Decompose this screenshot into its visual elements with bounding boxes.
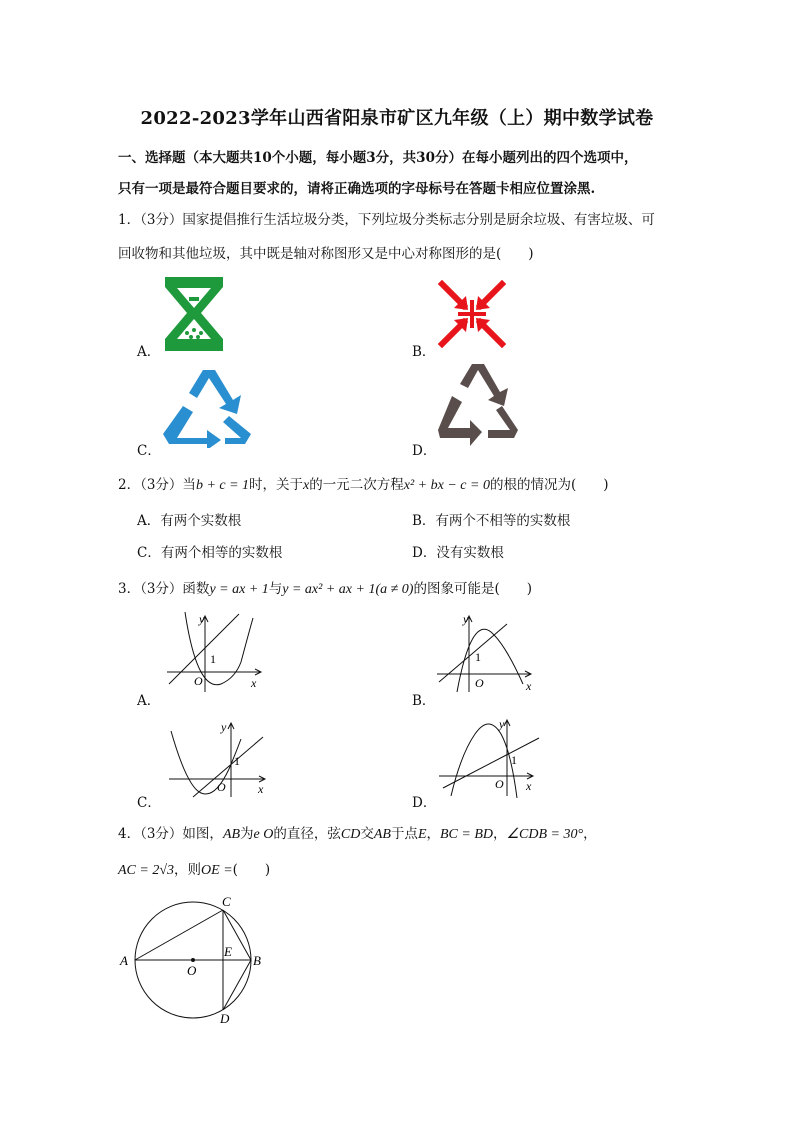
q1-option-a-label: A． [137, 344, 161, 360]
q4-oe: OE = [201, 863, 233, 878]
q4-prefix: 4．（3分）如图， [118, 826, 223, 842]
q4-angle: ∠CDB = 30° [506, 827, 584, 842]
q4-ab: AB [222, 827, 241, 842]
q3-c-origin-label: O [217, 780, 226, 794]
q4-t4: 于点 [390, 826, 418, 842]
q4-t7: ， [583, 826, 597, 842]
q2-equation: x² + bx − c = 0 [403, 478, 490, 493]
point-d-label: D [220, 1011, 230, 1026]
point-b-label: B [253, 953, 261, 968]
q3-prefix: 3．（3分）函数 [118, 581, 210, 597]
q4-t9: ( ) [232, 862, 271, 878]
q4-t5: ， [426, 826, 440, 842]
q3-question [118, 577, 532, 598]
q3-graph-d [435, 714, 545, 798]
hazardous-waste-icon [438, 280, 506, 348]
q3-option-c-label: C． [137, 795, 161, 811]
q3-b-one-label: 1 [475, 650, 481, 664]
q1-option-c-label: C． [137, 443, 161, 459]
q4-question-line1 [118, 822, 597, 843]
q4-e: E [417, 827, 427, 842]
q3-b-x-label: x [526, 679, 532, 693]
q2-mid1: 时，关于 [249, 477, 304, 493]
q3-a-origin-label: O [194, 674, 203, 688]
section-instructions-line1: 一、选择题（本大题共10个小题，每小题3分，共30分）在每小题列出的四个选项中， [118, 150, 638, 166]
page-title: 2022-2023学年山西省阳泉市矿区九年级（上）期中数学试卷 [140, 108, 654, 129]
recyclable-icon [163, 368, 253, 448]
q4-cd: CD [340, 827, 361, 842]
q2-prefix: 2．（3分）当 [118, 477, 196, 493]
q4-circle-figure [114, 892, 274, 1032]
q4-question-line2 [118, 858, 270, 879]
q4-t8: ，则 [174, 862, 202, 878]
q3-c-one-label: 1 [234, 754, 240, 768]
q2-mid2: 的一元二次方程 [309, 477, 404, 493]
q4-t1: 为 [240, 826, 254, 842]
point-a-label: A [120, 953, 128, 968]
q3-b-y-label: y [463, 612, 469, 626]
q3-d-x-label: x [526, 779, 532, 793]
q3-function2: y = ax² + ax + 1(a ≠ 0) [282, 582, 414, 597]
q1-option-d-label: D． [412, 443, 437, 459]
q3-graph-c [165, 717, 275, 799]
point-c-label: C [222, 894, 231, 909]
q3-function1: y = ax + 1 [209, 582, 269, 597]
other-waste-icon [438, 362, 518, 450]
q4-t6: ， [493, 826, 507, 842]
q3-c-y-label: y [221, 720, 227, 734]
q2-option-a: A．有两个实数根 [137, 513, 242, 529]
q3-option-a-label: A． [137, 693, 161, 709]
q3-graph-a [165, 612, 275, 694]
q3-suffix: 的图象可能是( ) [413, 581, 533, 597]
q4-ab2: AB [373, 827, 391, 842]
q2-option-d: D．没有实数根 [412, 545, 504, 561]
q3-a-y-label: y [199, 612, 205, 626]
q3-option-d-label: D． [412, 795, 437, 811]
q3-graph-b [435, 612, 540, 694]
q3-a-one-label: 1 [210, 652, 216, 666]
q3-option-b-label: B． [412, 693, 436, 709]
kitchen-waste-icon [163, 275, 225, 353]
q2-option-b: B．有两个不相等的实数根 [412, 513, 571, 529]
q2-option-c: C．有两个相等的实数根 [137, 545, 283, 561]
q3-d-origin-label: O [495, 777, 504, 791]
q3-b-origin-label: O [475, 676, 484, 690]
q4-t2: 的直径，弦 [273, 826, 341, 842]
q4-t3: 交 [360, 826, 374, 842]
q2-question [118, 473, 609, 494]
q1-text-line2: 回收物和其他垃圾，其中既是轴对称图形又是中心对称图形的是( ) [118, 246, 534, 262]
q1-text-line1: 1．（3分）国家提倡推行生活垃圾分类，下列垃圾分类标志分别是厨余垃圾、有害垃圾、可 [118, 212, 655, 228]
q4-bc-bd: BC = BD [440, 827, 493, 842]
q3-d-one-label: 1 [511, 753, 517, 767]
point-e-label: E [224, 944, 232, 959]
section-instructions-line2: 只有一项是最符合题目要求的，请将正确选项的字母标号在答题卡相应位置涂黑. [118, 181, 596, 197]
q1-option-b-label: B． [412, 344, 436, 360]
q4-ac: AC = 2√3 [118, 863, 175, 878]
q2-var: x [303, 478, 310, 493]
q4-circle: e O [253, 827, 274, 842]
q3-mid: 与 [268, 581, 283, 597]
q2-suffix: 的根的情况为( ) [489, 477, 609, 493]
q3-d-y-label: y [499, 717, 505, 731]
q3-a-x-label: x [251, 676, 257, 690]
point-o-label: O [187, 963, 197, 978]
q3-c-x-label: x [258, 782, 264, 796]
q2-condition: b + c = 1 [195, 478, 250, 493]
